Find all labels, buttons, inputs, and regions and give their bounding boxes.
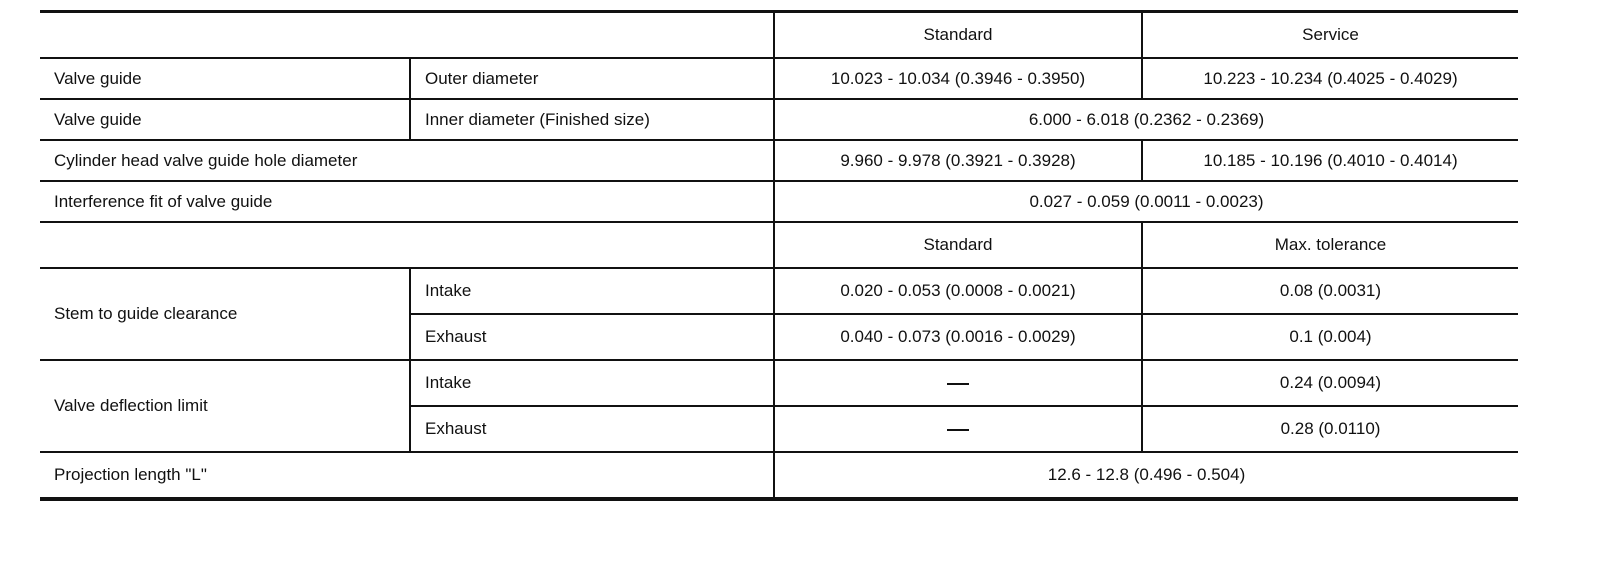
- row-service-value: 10.223 - 10.234 (0.4025 - 0.4029): [1142, 58, 1518, 99]
- em-dash-mark: [947, 383, 969, 385]
- row-max-value: 0.24 (0.0094): [1142, 360, 1518, 406]
- row-standard-value: [774, 360, 1142, 406]
- row-service-value: 10.185 - 10.196 (0.4010 - 0.4014): [1142, 140, 1518, 181]
- header-service: Service: [1142, 12, 1518, 59]
- table-header-row: [40, 12, 1518, 59]
- row-sub-label: Intake: [410, 360, 774, 406]
- row-max-value: 0.1 (0.004): [1142, 314, 1518, 360]
- header-max-tolerance: Max. tolerance: [1142, 222, 1518, 268]
- row-item-label: Valve deflection limit: [40, 360, 410, 452]
- table-row: [40, 140, 1518, 181]
- valve-guide-spec-table: [40, 10, 1518, 501]
- row-item-label: Cylinder head valve guide hole diameter: [40, 140, 774, 181]
- table-row: [40, 360, 1518, 406]
- table-row: [40, 268, 1518, 314]
- em-dash-mark: [947, 429, 969, 431]
- table-row: [40, 452, 1518, 499]
- row-sub-label: Exhaust: [410, 314, 774, 360]
- row-sub-label: Outer diameter: [410, 58, 774, 99]
- row-standard-value: 0.040 - 0.073 (0.0016 - 0.0029): [774, 314, 1142, 360]
- row-item-label: Valve guide: [40, 99, 410, 140]
- table-row: [40, 58, 1518, 99]
- row-max-value: 0.28 (0.0110): [1142, 406, 1518, 452]
- row-standard-value: 9.960 - 9.978 (0.3921 - 0.3928): [774, 140, 1142, 181]
- header-blank-cell: [40, 12, 774, 59]
- row-max-value: 0.08 (0.0031): [1142, 268, 1518, 314]
- row-standard-value: 10.023 - 10.034 (0.3946 - 0.3950): [774, 58, 1142, 99]
- row-item-label: Valve guide: [40, 58, 410, 99]
- header-standard: Standard: [774, 12, 1142, 59]
- row-sub-label: Exhaust: [410, 406, 774, 452]
- table-row: [40, 99, 1518, 140]
- table-row: [40, 181, 1518, 222]
- row-standard-value: [774, 406, 1142, 452]
- row-sub-label: Inner diameter (Finished size): [410, 99, 774, 140]
- row-item-label: Projection length "L": [40, 452, 774, 499]
- row-item-label: Interference fit of valve guide: [40, 181, 774, 222]
- row-sub-label: Intake: [410, 268, 774, 314]
- table-header-row: [40, 222, 1518, 268]
- header-standard: Standard: [774, 222, 1142, 268]
- row-merged-value: 0.027 - 0.059 (0.0011 - 0.0023): [774, 181, 1518, 222]
- row-merged-value: 12.6 - 12.8 (0.496 - 0.504): [774, 452, 1518, 499]
- header-blank-cell: [40, 222, 774, 268]
- row-item-label: Stem to guide clearance: [40, 268, 410, 360]
- row-standard-value: 0.020 - 0.053 (0.0008 - 0.0021): [774, 268, 1142, 314]
- row-merged-value: 6.000 - 6.018 (0.2362 - 0.2369): [774, 99, 1518, 140]
